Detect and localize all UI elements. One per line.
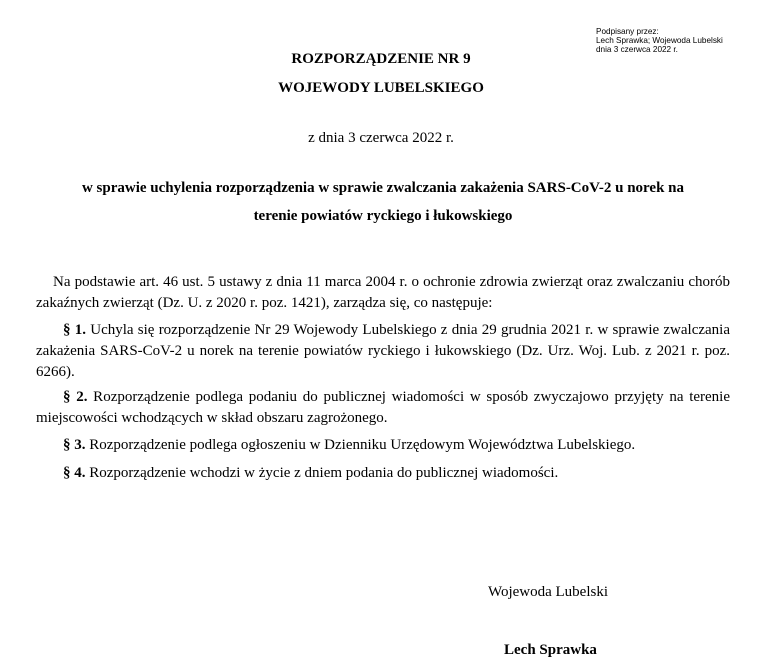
signature-stamp-line: Lech Sprawka; Wojewoda Lubelski bbox=[596, 36, 723, 45]
regulation-title: ROZPORZĄDZENIE NR 9 bbox=[291, 51, 471, 67]
subject-line: w sprawie uchylenia rozporządzenia w sprawie zwalczania zakażenia SARS-CoV-2 u norek na bbox=[81, 180, 685, 196]
section-mark: § 2. bbox=[63, 389, 88, 405]
section-text: Rozporządzenie wchodzi w życie z dniem podania do publicznej wiadomości. bbox=[85, 465, 559, 481]
signatory-name: Lech Sprawka bbox=[504, 642, 597, 658]
section-4-paragraph bbox=[36, 463, 730, 484]
section-1-paragraph bbox=[36, 320, 730, 383]
signature-stamp-line: Podpisany przez: bbox=[596, 27, 659, 36]
signature-stamp-line: dnia 3 czerwca 2022 r. bbox=[596, 45, 678, 54]
section-mark: § 4. bbox=[63, 465, 86, 481]
regulation-date: z dnia 3 czerwca 2022 r. bbox=[308, 130, 454, 146]
section-text: Rozporządzenie podlega ogłoszeniu w Dzienniku Urzędowym Województwa Lubelskiego. bbox=[85, 437, 636, 453]
signatory-office: Wojewoda Lubelski bbox=[488, 584, 609, 600]
section-text: Uchyla się rozporządzenie Nr 29 Wojewody Lubelskiego z dnia 29 grudnia 2021 r. w sprawie zwalczania zakażenia SARS-CoV-2 u norek na terenie powiatów ryckiego i łukowskiego (Dz. Urz. Woj. Lub. z 2021 r. poz. 6266). bbox=[36, 322, 731, 380]
subject-line: terenie powiatów ryckiego i łukowskiego bbox=[253, 208, 513, 224]
section-3-paragraph bbox=[36, 435, 730, 456]
section-mark: § 3. bbox=[63, 437, 86, 453]
section-text: Rozporządzenie podlega podaniu do publicznej wiadomości w sposób zwyczajowo przyjęty na terenie miejscowości wchodzących w skład obszaru zagrożonego. bbox=[36, 389, 730, 426]
section-2-paragraph bbox=[36, 387, 730, 429]
preamble-paragraph: Na podstawie art. 46 ust. 5 ustawy z dnia 11 marca 2004 r. o ochronie zdrowia zwierząt oraz zwalczaniu chorób zakaźnych zwierząt (Dz. U. z 2020 r. poz. 1421), zarządza się, co następuje: bbox=[36, 274, 730, 311]
section-mark: § 1. bbox=[63, 322, 86, 338]
issuer-title: WOJEWODY LUBELSKIEGO bbox=[278, 80, 484, 96]
regulation-subject bbox=[36, 174, 730, 230]
